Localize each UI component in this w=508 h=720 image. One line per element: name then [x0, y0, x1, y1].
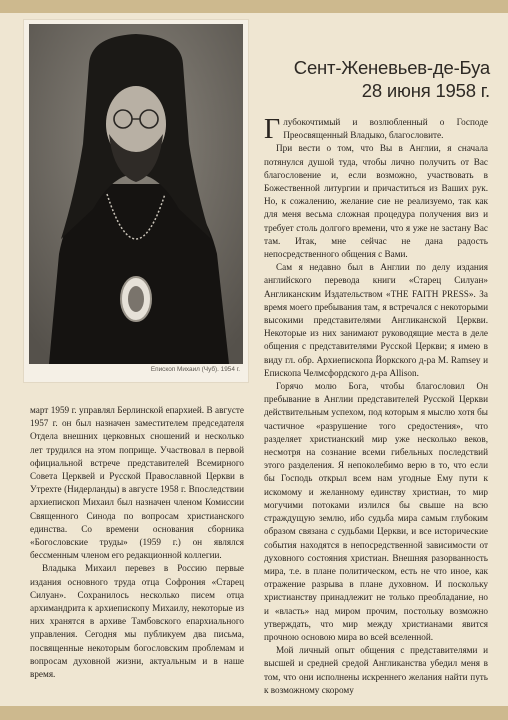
top-decorative-bar — [0, 0, 508, 13]
paragraph: Владыка Михаил перевез в Россию первые издания основного труда отца Софрония «Старец Силуан». Сохранилось несколько писем отца архимандрита к архиепископу Михаилу, некоторые из них хранятся в архиве Тамбовского епархиального управления. Сегодня мы публикуем два письма, посвященные некоторым богословским проблемам и вопросам духовной жизни, актуальным и в наше время. — [30, 563, 244, 680]
portrait-illustration — [29, 24, 243, 364]
drop-cap: Г — [264, 114, 281, 145]
photo-card — [24, 20, 248, 382]
heading-place: Сент-Женевьев-де-Буа — [293, 57, 490, 78]
heading-date: 28 июня 1958 г. — [361, 80, 490, 101]
paragraph-text: лубокочтимый и возлюбленный о Господе Преосвященный Владыко, благословите. — [283, 117, 488, 141]
portrait-photo — [29, 24, 243, 364]
paragraph: март 1959 г. управлял Берлинской епархией. В августе 1957 г. он был назначен заместителем председателя Отдела внешних церковных сношений и несколько лет трудился на этом поприще. Участвовал в первой официальной встрече представителей Всемирного Совета Церквей и Русской Православной Церкви в Утрехте (Нидерланды) в августе 1958 г. Впоследствии архиепископ Михаил был назначен членом Комиссии Священного Синода по вопросам христианского единства. Со времени основания сборника «Богословские труды» (1959 г.) он являлся бессменным членом его редакционной коллегии. — [30, 405, 244, 561]
paragraph: Сам я недавно был в Англии по делу издания английского перевода книги «Старец Силуан» Англиканским Издательством «THE FAITH PRESS». За время моего пребывания там, я встречался с некоторыми высокими представителями Англиканской Церкви. Некоторые из них занимают руководящие места в деле общения с представителями Русской Церкви; я имею в виду гл. обр. Архиепископа Йоркского д-ра M. Ramsey и Епископа Челмсфордского д-ра Allison. — [264, 262, 488, 378]
opening-paragraph — [264, 114, 488, 145]
photo-caption: Епископ Михаил (Чуб). 1954 г. — [150, 366, 240, 373]
paragraph: Мой личный опыт общения с представителями и высшей и средней средой Англиканства убедил меня в том, что они исполнены искреннего желания найти путь к возможному скорому — [264, 645, 488, 695]
paragraph: Горячо молю Бога, чтобы благословил Он пребывание в Англии представителей Русской Церкви действительным успехом, под которым я мыслю хотя бы частичное «разрушение того средостения», что разделяет христианский мир уже несколько веков, несмотря на сознание всеми гибельных последствий этого разделения. Я непоколебимо верю в то, что если бы Господь открыл всем нам угодные Ему пути к искомому и желанному единству христиан, то мир могучими потоками излился бы свыше на всю страждущую землю, ибо судьба мира самым глубоким образом связана с судьбами Церкви, и все исторические события находятся в непосредственной зависимости от духовного состояния христиан. Внешняя разорванность мира, т.е. в плане политическом, есть не что иное, как отражение разрыва в плане духовном. И поскольку христианству принадлежит не только преобладание, но и «власть» над миром прочим, постольку возможно утверждать, что мир между христианами явится прочною основою мира во всей вселенной. — [264, 381, 488, 642]
letter-heading — [294, 56, 490, 102]
right-text-column — [264, 116, 488, 697]
left-text-column — [30, 404, 244, 681]
paragraph: При вести о том, что Вы в Англии, я сначала потянулся душой туда, чтобы лично получить от Вас благословение и, если возможно, участвовать в Божественной литургии и причаститься из Ваших рук. Но, к сожалению, желание сие не реализуемо, так как для меня весьма сложная процедура получения виз и требует столь долгого времени, что я уже не застану Вас там. Итак, мне сейчас не дана радость непосредственного общения с Вами. — [264, 143, 488, 260]
bottom-decorative-bar — [0, 706, 508, 720]
